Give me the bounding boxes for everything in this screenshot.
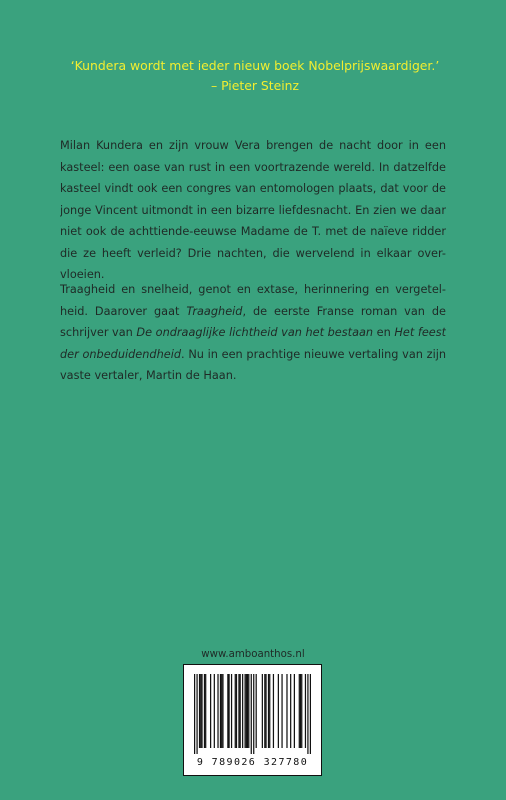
barcode-bar [204,674,205,748]
blurb-line: die ze heeft verleid? Drie nachten, die wervelend in elkaar over- [60,246,446,260]
barcode-bar [242,674,243,748]
barcode-bar [244,674,245,748]
isbn-number: 9 789026 327780 [196,757,309,768]
barcode-bar [227,674,228,748]
barcode-bar [301,674,302,748]
barcode-bar [253,674,254,754]
barcode-bar [210,674,211,748]
blurb-line: vloeien. [60,268,105,281]
barcode-bar [251,674,252,754]
barcode-bar [256,674,257,748]
book-title-ondraaglijke: De ondraaglijke lichtheid van het bestaan [136,326,374,339]
barcode-bar [236,674,237,748]
review-quote: ‘Kundera wordt met ieder nieuw boek Nobelprijswaardiger.’ [70,58,440,73]
blurb-line: vaste vertaler, Martin de Haan. [60,369,237,382]
blurb-line: kasteel vindt ook een congres van entomologen plaats, dat voor de [60,182,446,195]
barcode-bar [278,674,279,748]
barcode-bar [310,674,311,754]
barcode-bar [201,674,202,748]
barcode-bar [217,674,218,748]
book-title-feest: Het feest [394,326,446,339]
blurb-paragraph-2 [60,279,446,387]
barcode-bar [235,674,236,748]
barcode-bar [269,674,270,748]
barcode-bar [199,674,200,748]
blurb-line: heid. Daarover gaat Traagheid, de eerste Franse roman van de [60,304,446,318]
barcode-bar [196,674,197,754]
blurb-line: Milan Kundera en zijn vrouw Vera brengen de nacht door in een [60,139,446,152]
blurb-line: der onbeduidendheid. Nu in een prachtige nieuwe vertaling van zijn [60,347,446,361]
barcode-bar [290,674,291,748]
barcode-bar [220,674,221,748]
blurb-line: Traagheid en snelheid, genot en extase, herinnering en vergetel- [60,283,446,296]
barcode-bar [240,674,241,748]
barcode-bar [231,674,232,748]
barcode-bar [281,674,282,748]
barcode-bar [221,674,222,748]
barcode-bar [222,674,223,748]
barcode-bar [299,674,300,748]
barcode-bar [305,674,306,748]
barcode-bar [205,674,206,748]
barcode-bar [264,674,265,748]
barcode-bar [247,674,248,748]
barcode-bar [238,674,239,748]
barcode-bar [262,674,263,748]
barcode-bar [246,674,247,748]
barcode-bar [265,674,266,748]
barcode-icon [194,674,311,754]
barcode-bar [300,674,301,748]
barcode-bar [248,674,249,748]
blurb-line: niet ook de achttiende-eeuwse Madame de T. met de naïeve ridder [60,225,446,238]
blurb-line: jonge Vincent uitmondt in een bizarre liefdesnacht. En zien we daar [60,203,446,217]
barcode-bar [268,674,269,748]
quote-attribution: – Pieter Steinz [210,78,300,93]
barcode-bar [286,674,287,748]
barcode-bar [194,674,195,754]
blurb-line: kasteel: een oase van rust in een voortrazende wereld. In datzelfde [60,160,446,174]
book-title-feest-cont: der onbeduidendheid [60,347,182,361]
barcode-bar [200,674,201,748]
blurb-line: schrijver van De ondraaglijke lichtheid van het bestaan en Het feest [60,326,446,339]
book-title-traagheid: Traagheid [186,304,243,318]
publisher-website: www.amboanthos.nl [201,649,305,660]
blurb-paragraph-1 [60,135,446,286]
barcode-bar [294,674,295,748]
barcode-bar [228,674,229,748]
barcode-bar [273,674,274,748]
barcode-box [183,664,322,776]
barcode-bar [307,674,308,754]
barcode-bar [214,674,215,748]
